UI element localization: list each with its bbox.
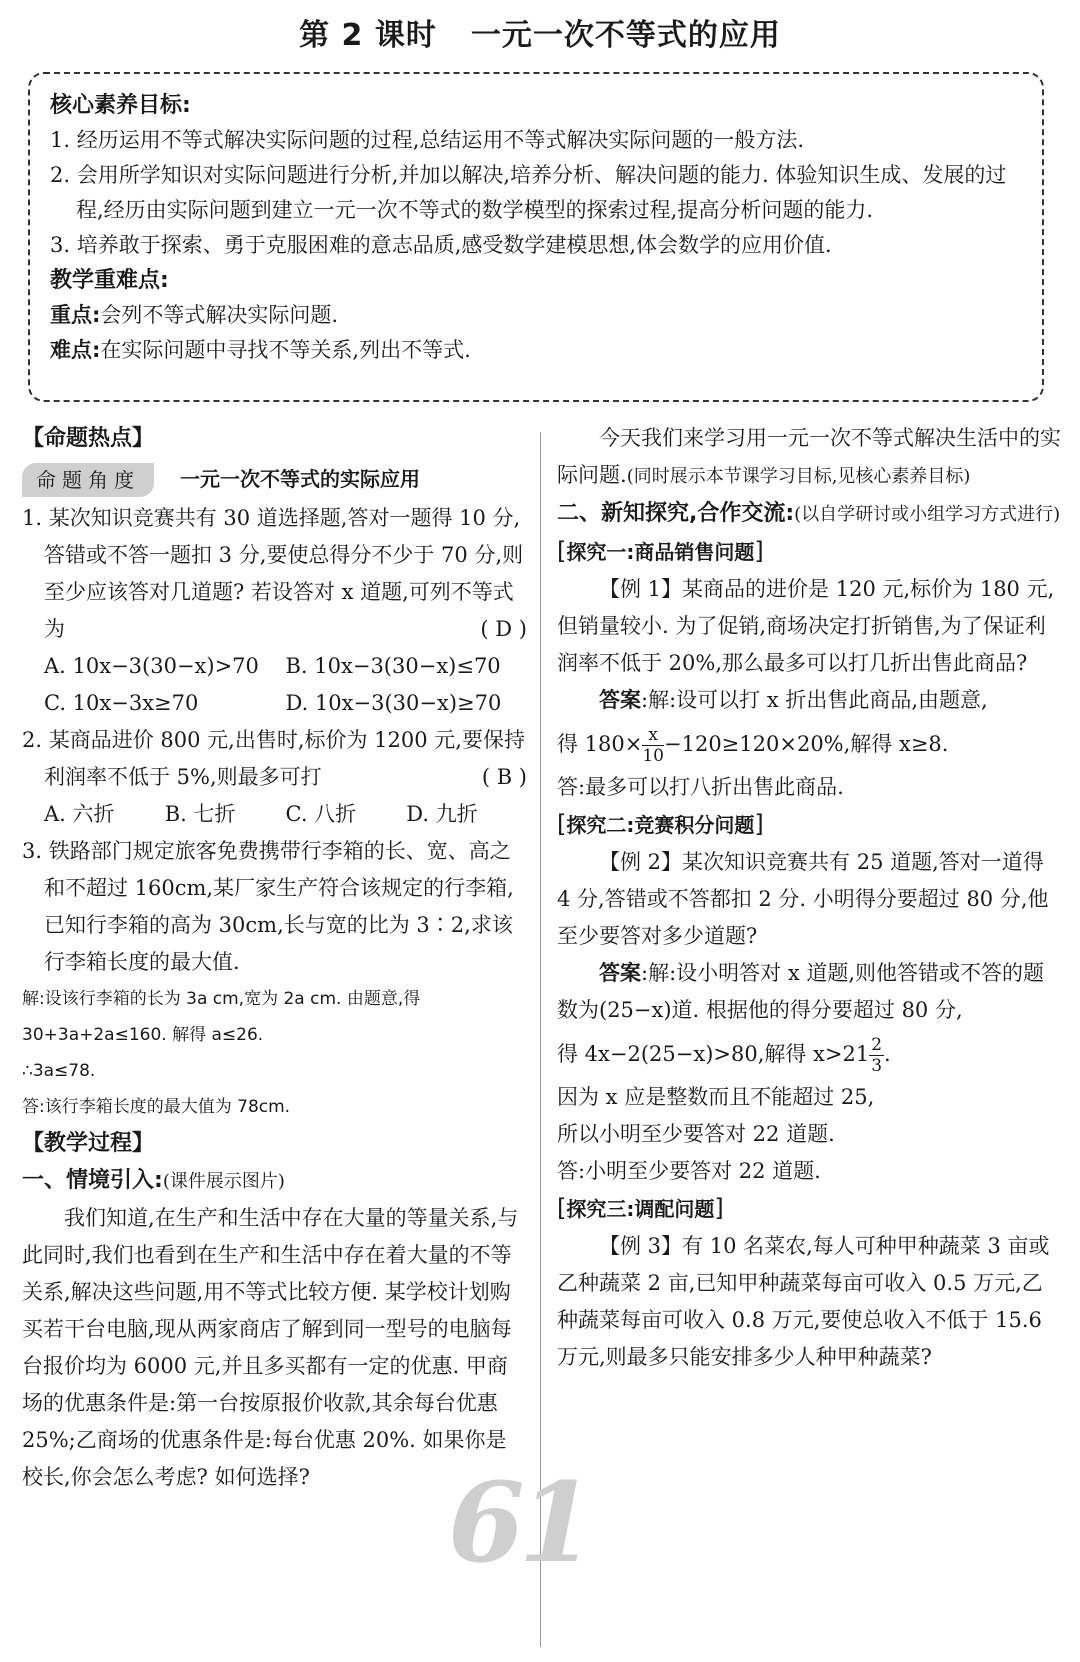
example-1 bbox=[557, 571, 1062, 682]
ex2-label: 【例 2】 bbox=[599, 850, 683, 874]
explore-3-text: 探究三:调配问题 bbox=[566, 1197, 715, 1221]
ex1-answer-1 bbox=[557, 682, 1062, 719]
intro-heading: 一、情境引入: bbox=[22, 1168, 163, 1193]
q2-options bbox=[22, 796, 527, 833]
explore-1-heading: [探究一:商品销售问题] bbox=[557, 537, 764, 565]
ex2-answer-2 bbox=[557, 1029, 1062, 1079]
left-column bbox=[22, 420, 527, 1496]
explore-3-heading: [探究三:调配问题] bbox=[557, 1194, 724, 1222]
ex1-frac-den: 10 bbox=[642, 746, 664, 766]
ex3-text: 有 10 名菜农,每人可种甲种蔬菜 3 亩或乙种蔬菜 2 亩,已知甲种蔬菜每亩可收入 0.5 万元,乙种蔬菜每亩可收入 0.8 万元,要使总收入不低于 15.6 万元,则最多只能安排多少人种甲种蔬菜? bbox=[557, 1234, 1050, 1369]
right-column bbox=[557, 420, 1062, 1376]
intro-cont-text: 今天我们来学习用一元一次不等式解决生活中的实际问题. bbox=[557, 426, 1061, 487]
intro-continued bbox=[557, 420, 1062, 495]
q1-options-row2 bbox=[22, 685, 527, 722]
ex2-answer-text: :解:设小明答对 x 道题,则他答错或不答的题数为(25−x)道. 根据他的得分要超过 80 分, bbox=[557, 961, 1045, 1022]
question-1 bbox=[22, 500, 527, 648]
ex1-answer-2 bbox=[557, 719, 1062, 769]
q1-text: 1. 某次知识竞赛共有 30 道选择题,答对一题得 10 分,答错或不答一题扣 3 分,要使总得分不少于 70 分,则至少应该答对几道题? 若设答对 x 道题,可列不等式为 bbox=[22, 506, 524, 641]
q2-answer: ( B ) bbox=[481, 765, 527, 789]
lesson-number: 第 2 课时 bbox=[299, 18, 437, 53]
hard-point bbox=[50, 333, 1022, 368]
ex1-answer-label: 答案 bbox=[599, 688, 641, 712]
angle-desc: 一元一次不等式的实际应用 bbox=[180, 467, 420, 491]
q3-solution-2: 30+3a+2a≤160. 解得 a≤26. bbox=[22, 1025, 264, 1045]
q3-solution-3: ∴3a≤78. bbox=[22, 1061, 96, 1081]
goals-box bbox=[28, 72, 1044, 402]
ex2-answer-4: 所以小明至少要答对 22 道题. bbox=[557, 1122, 835, 1146]
ex1-eq-pre: 得 180× bbox=[557, 732, 643, 756]
q1-options-row1 bbox=[22, 648, 527, 685]
ex2-text: 某次知识竞赛共有 25 道题,答对一道得 4 分,答错或不答都扣 2 分. 小明得分要超过 80 分,他至少要答对多少道题? bbox=[557, 850, 1049, 948]
intro-paragraph: 我们知道,在生产和生活中存在大量的等量关系,与此同时,我们也看到在生产和生活中存在着大量的不等关系,解决这些问题,用不等式比较方便. 某学校计划购买若干台电脑,现从两家商店了解到同一型号的电脑每台报价均为 6000 元,并且多买都有一定的优惠. 甲商场的优惠条件是:第一台按原报价收款,其余每台优惠 25%;乙商场的优惠条件是:每台优惠 20%. 如果你是校长,你会怎么考虑? 如何选择? bbox=[22, 1206, 519, 1489]
q3-solution-1: 解:设该行李箱的长为 3a cm,宽为 2a cm. 由题意,得 bbox=[22, 989, 421, 1009]
intro-note: (课件展示图片) bbox=[162, 1171, 285, 1192]
goal-item-3: 3. 培养敢于探索、勇于克服困难的意志品质,感受数学建模思想,体会数学的应用价值. bbox=[50, 233, 832, 257]
explore-2-heading: [探究二:竞赛积分问题] bbox=[557, 810, 764, 838]
angle-tag: 命题角度 bbox=[22, 463, 154, 497]
ex2-eq-post: . bbox=[884, 1042, 891, 1066]
ex2-fraction bbox=[869, 1035, 884, 1076]
goals-heading: 核心素养目标: bbox=[50, 93, 191, 118]
ex1-frac-num: x bbox=[642, 725, 664, 746]
intro-cont-note: (同时展示本节课学习目标,见核心素养目标) bbox=[626, 466, 971, 487]
explore-1-text: 探究一:商品销售问题 bbox=[566, 540, 755, 564]
question-2 bbox=[22, 722, 527, 796]
q1-option-b: B. 10x−3(30−x)≤70 bbox=[285, 654, 501, 678]
process-heading: 【教学过程】 bbox=[22, 1131, 155, 1156]
hotspot-heading: 【命题热点】 bbox=[22, 426, 155, 451]
ex2-answer-5: 答:小明至少要答对 22 道题. bbox=[557, 1159, 821, 1183]
section2-row bbox=[557, 495, 1062, 533]
key-label: 重点: bbox=[50, 303, 101, 327]
ex1-answer-3: 答:最多可以打八折出售此商品. bbox=[557, 775, 844, 799]
ex2-answer-label: 答案 bbox=[599, 961, 641, 985]
difficulty-heading: 教学重难点: bbox=[50, 268, 169, 293]
q2-option-a: A. 六折 bbox=[44, 802, 115, 826]
q3-solution-4: 答:该行李箱长度的最大值为 78cm. bbox=[22, 1097, 291, 1117]
q2-text: 2. 某商品进价 800 元,出售时,标价为 1200 元,要保持利润率不低于 5%,则最多可打 bbox=[22, 728, 525, 789]
key-point bbox=[50, 298, 1022, 333]
q1-option-c: C. 10x−3x≥70 bbox=[44, 691, 199, 715]
ex1-label: 【例 1】 bbox=[599, 577, 683, 601]
example-3 bbox=[557, 1228, 1062, 1376]
q2-option-b: B. 七折 bbox=[164, 802, 236, 826]
ex1-fraction bbox=[642, 725, 664, 766]
section2-heading: 二、新知探究,合作交流: bbox=[557, 501, 795, 526]
ex3-label: 【例 3】 bbox=[599, 1234, 683, 1258]
q1-answer: ( D ) bbox=[480, 617, 527, 641]
ex1-eq-post: −120≥120×20%,解得 x≥8. bbox=[664, 732, 949, 756]
hard-label: 难点: bbox=[50, 338, 101, 362]
ex2-frac-num: 2 bbox=[871, 1035, 883, 1055]
example-2 bbox=[557, 844, 1062, 955]
ex2-answer-3: 因为 x 应是整数而且不能超过 25, bbox=[557, 1085, 875, 1109]
lesson-topic: 一元一次不等式的应用 bbox=[470, 18, 781, 53]
q2-option-c: C. 八折 bbox=[285, 802, 357, 826]
question-3: 3. 铁路部门规定旅客免费携带行李箱的长、宽、高之和不超过 160cm,某厂家生产符合该规定的行李箱,已知行李箱的高为 30cm,长与宽的比为 3∶2,求该行李箱长度的最大值. bbox=[22, 839, 514, 974]
q2-option-d: D. 九折 bbox=[406, 802, 478, 826]
ex2-answer-1 bbox=[557, 955, 1062, 1029]
goal-item-2: 2. 会用所学知识对实际问题进行分析,并加以解决,培养分析、解决问题的能力. 体验知识生成、发展的过程,经历由实际问题到建立一元一次不等式的数学模型的探索过程,提高分析问题的能力. bbox=[50, 163, 1007, 222]
q1-option-d: D. 10x−3(30−x)≥70 bbox=[285, 691, 502, 715]
lesson-title bbox=[0, 10, 1080, 54]
key-text: 会列不等式解决实际问题. bbox=[100, 303, 339, 327]
page-number: 61 bbox=[448, 1458, 590, 1587]
ex2-frac-den: 3 bbox=[871, 1056, 883, 1076]
q1-option-a: A. 10x−3(30−x)>70 bbox=[44, 654, 259, 678]
ex2-eq-pre: 得 4x−2(25−x)>80,解得 x>21 bbox=[557, 1042, 870, 1066]
section2-note: (以自学研讨或小组学习方式进行) bbox=[794, 504, 1061, 525]
ex1-answer-text: :解:设可以打 x 折出售此商品,由题意, bbox=[641, 688, 988, 712]
intro-heading-row bbox=[22, 1162, 527, 1200]
hard-text: 在实际问题中寻找不等关系,列出不等式. bbox=[100, 338, 471, 362]
angle-row bbox=[22, 461, 527, 498]
ex1-text: 某商品的进价是 120 元,标价为 180 元,但销量较小. 为了促销,商场决定打折销售,为了保证利润率不低于 20%,那么最多可以打几折出售此商品? bbox=[557, 577, 1055, 675]
goal-item-1: 1. 经历运用不等式解决实际问题的过程,总结运用不等式解决实际问题的一般方法. bbox=[50, 128, 805, 152]
explore-2-text: 探究二:竞赛积分问题 bbox=[566, 813, 755, 837]
